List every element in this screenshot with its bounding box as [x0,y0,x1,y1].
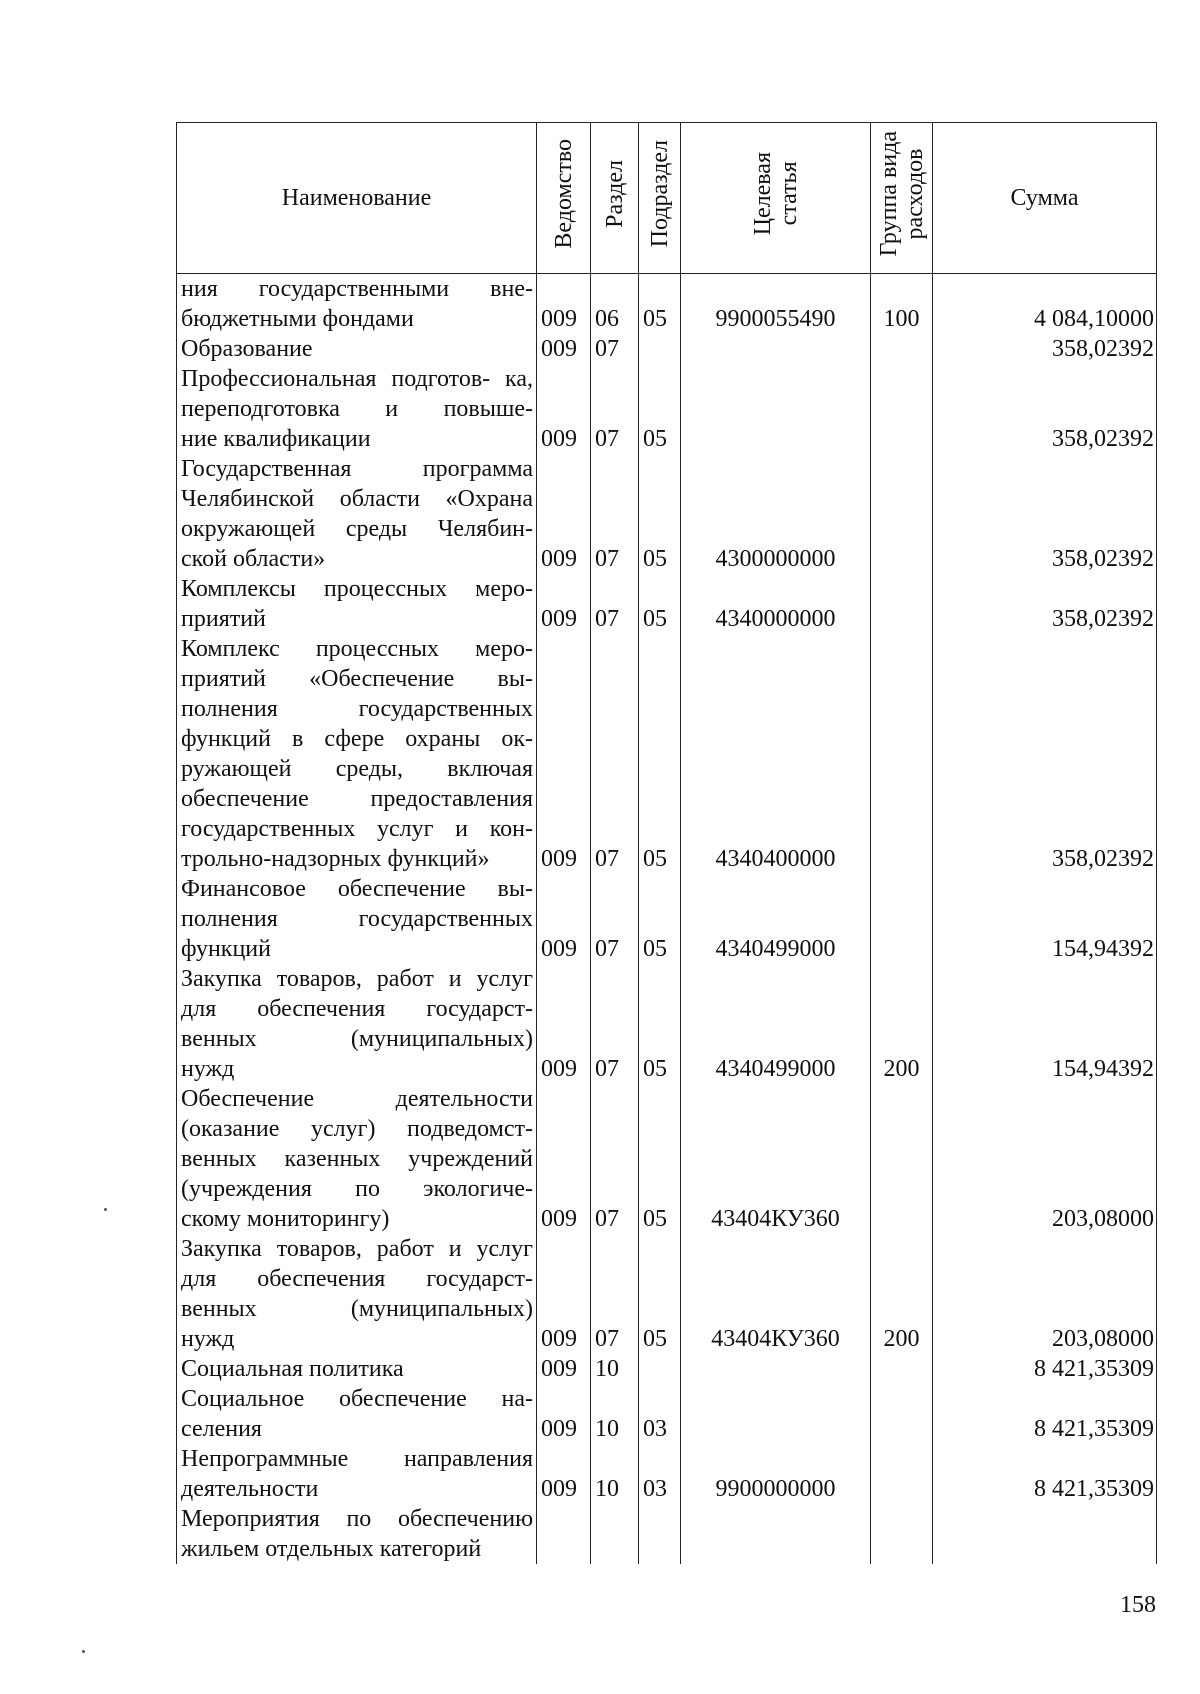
row-razdel: 07 [591,334,639,364]
row-razdel: 07 [591,574,639,634]
row-name-line: ка, переподготовка и повыше- [181,366,533,422]
header-celevaya-statya: Целевая статья [681,123,871,274]
header-name: Наименование [177,123,537,274]
row-podrazdel: 05 [639,1234,681,1354]
row-vedomstvo: 009 [537,1234,591,1354]
row-name-line: трольно-надзорных функций» [181,846,490,872]
row-gruppa-vida [871,1384,933,1444]
row-summa [933,1504,1157,1564]
row-name-line: ние квалификации [181,426,371,452]
row-name-line: государственных услуг и кон- [181,816,533,842]
row-vedomstvo: 009 [537,574,591,634]
row-celevaya-statya: 43404КУ360 [681,1084,871,1234]
row-gruppa-vida: 100 [871,274,933,335]
row-razdel: 10 [591,1444,639,1504]
row-razdel: 07 [591,634,639,874]
table-row [177,334,1157,364]
row-name-line: для обеспечения государст- [181,996,533,1022]
row-name-line: скому мониторингу) [181,1206,390,1232]
row-name-line: (учреждения по экологиче- [181,1176,533,1202]
table-row [177,964,1157,1084]
row-gruppa-vida [871,364,933,454]
row-celevaya-statya: 4340000000 [681,574,871,634]
row-summa: 358,02392 [933,334,1157,364]
row-podrazdel: 03 [639,1444,681,1504]
row-name-line: деятельности [181,1476,319,1502]
row-podrazdel: 05 [639,454,681,574]
table-row [177,634,1157,874]
row-celevaya-statya: 43404КУ360 [681,1234,871,1354]
row-razdel: 07 [591,1234,639,1354]
row-name-line: для обеспечения государст- [181,1266,533,1292]
row-name-line: приятий [181,606,266,632]
row-podrazdel: 05 [639,874,681,964]
row-gruppa-vida [871,1504,933,1564]
row-celevaya-statya: 4340499000 [681,964,871,1084]
row-name-line: ния государственными вне- [181,276,533,302]
row-name-line: селения [181,1416,262,1442]
row-podrazdel: 05 [639,964,681,1084]
row-vedomstvo: 009 [537,634,591,874]
row-name-line: Непрограммные направления [181,1446,533,1472]
row-vedomstvo: 009 [537,274,591,335]
row-vedomstvo: 009 [537,964,591,1084]
row-name-line: нужд [181,1056,235,1082]
row-vedomstvo: 009 [537,454,591,574]
row-podrazdel: 05 [639,574,681,634]
row-celevaya-statya: 4340400000 [681,634,871,874]
row-podrazdel: 03 [639,1384,681,1444]
row-name-line: венных (муниципальных) [181,1296,533,1322]
row-summa: 8 421,35309 [933,1384,1157,1444]
row-vedomstvo: 009 [537,874,591,964]
row-gruppa-vida [871,574,933,634]
row-name-line: венных казенных учреждений [181,1146,533,1172]
row-summa: 4 084,10000 [933,274,1157,335]
row-summa: 154,94392 [933,964,1157,1084]
row-razdel: 07 [591,964,639,1084]
row-summa: 358,02392 [933,454,1157,574]
row-name [177,874,537,964]
row-name-line: функций в сфере охраны ок- [181,726,533,752]
row-gruppa-vida [871,634,933,874]
table-row [177,1504,1157,1564]
row-name-line: приятий «Обеспечение вы- [181,666,533,692]
row-name-line: венных (муниципальных) [181,1026,533,1052]
row-celevaya-statya [681,334,871,364]
budget-table [176,122,1157,1564]
row-podrazdel [639,1354,681,1384]
row-vedomstvo: 009 [537,1354,591,1384]
row-podrazdel: 05 [639,1084,681,1234]
row-summa: 358,02392 [933,634,1157,874]
row-celevaya-statya [681,1354,871,1384]
row-name [177,274,537,335]
row-razdel: 07 [591,454,639,574]
row-name-line: Образование [181,336,313,362]
row-summa: 8 421,35309 [933,1354,1157,1384]
row-vedomstvo: 009 [537,1444,591,1504]
row-gruppa-vida: 200 [871,964,933,1084]
row-name-line: Мероприятия по обеспечению [181,1506,533,1532]
row-gruppa-vida [871,1354,933,1384]
row-razdel: 06 [591,274,639,335]
row-name-line: бюджетными фондами [181,306,414,332]
row-gruppa-vida [871,334,933,364]
row-name [177,1354,537,1384]
row-summa: 358,02392 [933,364,1157,454]
row-gruppa-vida: 200 [871,1234,933,1354]
row-summa: 203,08000 [933,1234,1157,1354]
row-name-line: Профессиональная подготов- [181,366,491,392]
row-podrazdel: 05 [639,634,681,874]
table-row [177,1384,1157,1444]
header-podrazdel: Подраздел [639,123,681,274]
row-vedomstvo [537,1504,591,1564]
table-row [177,574,1157,634]
row-name [177,1504,537,1564]
row-razdel: 07 [591,364,639,454]
row-celevaya-statya: 9900000000 [681,1444,871,1504]
row-name-line: Государственная программа [181,456,533,482]
row-podrazdel [639,334,681,364]
row-name-line: (оказание услуг) подведомст- [181,1116,533,1142]
row-razdel: 10 [591,1354,639,1384]
row-celevaya-statya: 9900055490 [681,274,871,335]
row-celevaya-statya [681,1384,871,1444]
row-celevaya-statya: 4340499000 [681,874,871,964]
header-gruppa-vida-rashodov: Группа вида расходов [871,123,933,274]
row-name-line: обеспечение предоставления [181,786,533,812]
row-razdel: 10 [591,1384,639,1444]
row-vedomstvo: 009 [537,1084,591,1234]
row-name-line: Социальное обеспечение на- [181,1386,533,1412]
scan-speck [82,1650,85,1653]
table-row [177,364,1157,454]
row-name-line: функций [181,936,271,962]
row-name [177,334,537,364]
page-number: 158 [1120,1592,1156,1618]
row-celevaya-statya [681,1504,871,1564]
row-name [177,964,537,1084]
scan-speck [104,1208,107,1211]
row-name-line: Финансовое обеспечение вы- [181,876,533,902]
row-summa: 203,08000 [933,1084,1157,1234]
header-summa: Сумма [933,123,1157,274]
row-vedomstvo: 009 [537,364,591,454]
row-name-line: Комплекс процессных меро- [181,636,533,662]
row-summa: 8 421,35309 [933,1444,1157,1504]
row-name-line: полнения государственных [181,906,533,932]
row-summa: 358,02392 [933,574,1157,634]
row-name-line: окружающей среды Челябин- [181,516,533,542]
row-gruppa-vida [871,1084,933,1234]
row-vedomstvo: 009 [537,334,591,364]
row-name-line: ской области» [181,546,326,572]
row-podrazdel: 05 [639,274,681,335]
row-name-line: нужд [181,1326,235,1352]
row-summa: 154,94392 [933,874,1157,964]
table-body [177,274,1157,1565]
row-vedomstvo: 009 [537,1384,591,1444]
row-razdel: 07 [591,1084,639,1234]
table-row [177,874,1157,964]
row-name-line: Обеспечение деятельности [181,1086,533,1112]
row-name [177,1084,537,1234]
header-razdel: Раздел [591,123,639,274]
table-row [177,1444,1157,1504]
table-row [177,1084,1157,1234]
row-name-line: жильем отдельных категорий [181,1536,482,1562]
row-razdel [591,1504,639,1564]
row-name [177,574,537,634]
row-gruppa-vida [871,454,933,574]
row-razdel: 07 [591,874,639,964]
row-celevaya-statya [681,364,871,454]
row-name [177,634,537,874]
row-name-line: Челябинской области «Охрана [181,486,533,512]
table-row [177,274,1157,335]
row-name [177,1384,537,1444]
row-name-line: ружающей среды, включая [181,756,533,782]
table-row [177,1354,1157,1384]
table-header-row [177,123,1157,274]
row-celevaya-statya: 4300000000 [681,454,871,574]
row-name-line: полнения государственных [181,696,533,722]
table-row [177,1234,1157,1354]
row-podrazdel [639,1504,681,1564]
row-gruppa-vida [871,1444,933,1504]
row-name-line: Социальная политика [181,1356,404,1382]
row-name [177,364,537,454]
row-name [177,1234,537,1354]
row-name [177,1444,537,1504]
table-row [177,454,1157,574]
row-name [177,454,537,574]
row-name-line: Закупка товаров, работ и услуг [181,966,533,992]
row-gruppa-vida [871,874,933,964]
row-podrazdel: 05 [639,364,681,454]
row-name-line: Комплексы процессных меро- [181,576,533,602]
row-name-line: Закупка товаров, работ и услуг [181,1236,533,1262]
header-vedomstvo: Ведомство [537,123,591,274]
